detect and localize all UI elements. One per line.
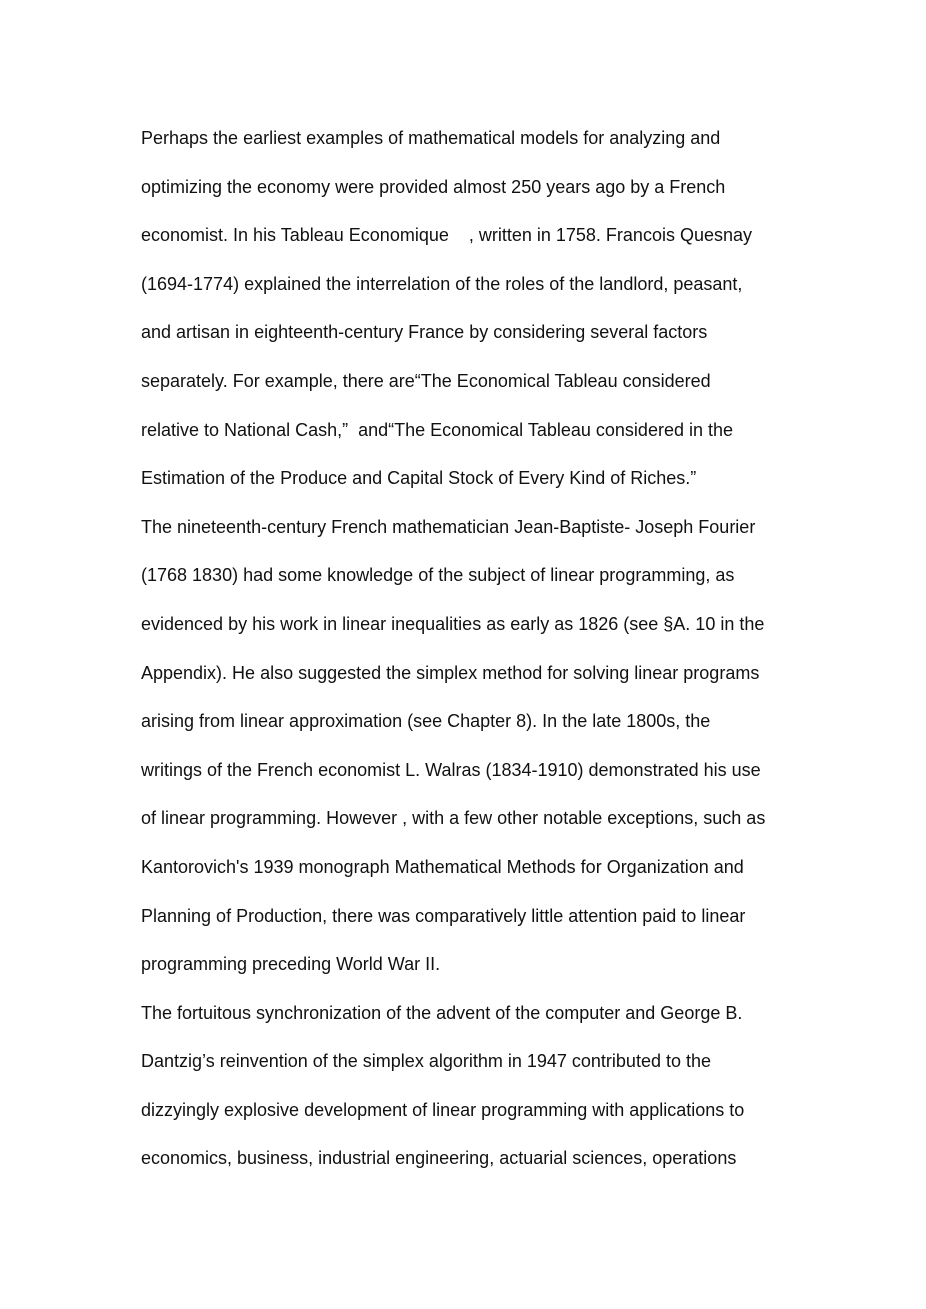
text-line: Planning of Production, there was comparatively little attention paid to linear	[141, 905, 746, 926]
text-line: evidenced by his work in linear inequalities as early as 1826 (see §A. 10 in the	[141, 613, 765, 634]
text-line: of linear programming. However , with a few other notable exceptions, such as	[141, 808, 766, 829]
text-line: optimizing the economy were provided almost 250 years ago by a French	[141, 176, 726, 197]
text-line: and artisan in eighteenth-century France by considering several factors	[141, 322, 708, 343]
text-line: dizzyingly explosive development of linear programming with applications to	[141, 1099, 745, 1120]
text-line: arising from linear approximation (see Chapter 8). In the late 1800s, the	[141, 711, 711, 732]
text-line: (1768 1830) had some knowledge of the subject of linear programming, as	[141, 565, 735, 586]
text-line: Estimation of the Produce and Capital Stock of Every Kind of Riches.”	[141, 468, 697, 489]
text-line: separately. For example, there are“The Economical Tableau considered	[141, 370, 711, 391]
body-text	[141, 114, 841, 1183]
text-line: programming preceding World War II.	[141, 954, 441, 975]
text-line: (1694-1774) explained the interrelation of the roles of the landlord, peasant,	[141, 273, 743, 294]
text-line: The fortuitous synchronization of the advent of the computer and George B.	[141, 1002, 743, 1023]
text-line: economist. In his Tableau Economique , written in 1758. Francois Quesnay	[141, 225, 752, 246]
text-line: The nineteenth-century French mathematician Jean-Baptiste- Joseph Fourier	[141, 516, 756, 537]
text-line: Dantzig’s reinvention of the simplex algorithm in 1947 contributed to the	[141, 1051, 711, 1072]
text-line: economics, business, industrial engineering, actuarial sciences, operations	[141, 1148, 737, 1169]
text-line: relative to National Cash,” and“The Economical Tableau considered in the	[141, 419, 734, 440]
text-line: Appendix). He also suggested the simplex method for solving linear programs	[141, 662, 760, 683]
text-line: Perhaps the earliest examples of mathematical models for analyzing and	[141, 128, 721, 148]
text-line: writings of the French economist L. Walras (1834-1910) demonstrated his use	[141, 759, 761, 780]
text-line: Kantorovich's 1939 monograph Mathematical Methods for Organization and	[141, 856, 744, 877]
